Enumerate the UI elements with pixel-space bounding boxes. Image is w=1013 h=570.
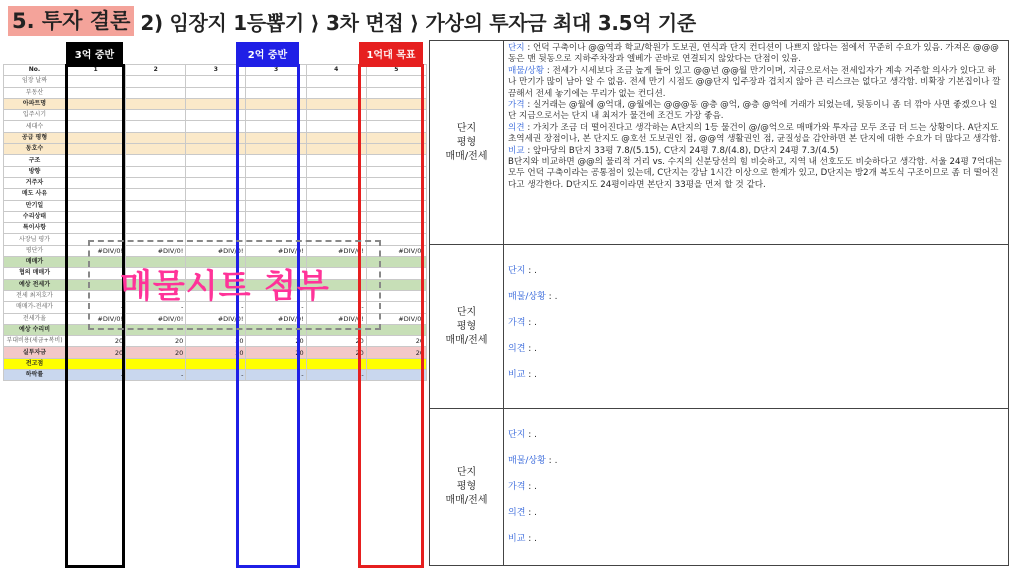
grid-row: [4, 200, 427, 211]
grid-row-label: 세대수: [4, 121, 66, 132]
label-danji: 단지: [456, 122, 477, 134]
grid-cell[interactable]: [186, 76, 246, 87]
grid-cell[interactable]: [366, 177, 426, 188]
grid-row-label: 전세 최저호가: [4, 290, 66, 301]
grid-cell[interactable]: #DIV/0!: [306, 245, 366, 256]
grid-cell[interactable]: [246, 358, 306, 369]
grid-header-col: 4: [306, 65, 366, 76]
grid-cell[interactable]: [246, 200, 306, 211]
note-text: : 가치가 조금 더 떨어진다고 생각하는 A단지의 1등 물건이 @/@억으로 매매가와 투자금 모두 조금 더 드는 상황이다. A단지도 초역세권 장점이나, 본 단지도 @호선 도보권인 점, @@역 생활권인 점, 균질성을 감안하면 본 단지에 대한 수요가 더 많다고 생각함.: [508, 122, 1001, 145]
grid-row-label: 임장 날짜: [4, 76, 66, 87]
grid-cell[interactable]: 20: [186, 336, 246, 347]
blank-note-suffix: : .: [525, 370, 538, 380]
grid-cell[interactable]: [186, 166, 246, 177]
grid-row-label: 실투자금: [4, 347, 66, 358]
grid-row: [4, 166, 427, 177]
grid-cell[interactable]: #DIV/0!: [246, 313, 306, 324]
grid-row-label: 매매가: [4, 257, 66, 268]
grid-cell[interactable]: -: [366, 370, 426, 381]
grid-row-label: 공급 평형: [4, 132, 66, 143]
grid-row: [4, 155, 427, 166]
grid-cell[interactable]: [366, 189, 426, 200]
grid-cell[interactable]: [366, 200, 426, 211]
grid-cell[interactable]: #DIV/0!: [366, 245, 426, 256]
note-paragraph: [508, 66, 1002, 100]
note-key: 단지: [508, 43, 525, 53]
blank-note-suffix: : .: [545, 456, 558, 466]
grid-cell[interactable]: #DIV/0!: [366, 313, 426, 324]
grid-cell[interactable]: [66, 358, 126, 369]
grid-cell[interactable]: [306, 200, 366, 211]
grid-cell[interactable]: -: [186, 302, 246, 313]
grid-cell[interactable]: [306, 166, 366, 177]
grid-cell[interactable]: [66, 98, 126, 109]
label-pyeong: 평형: [456, 136, 477, 148]
grid-cell[interactable]: [246, 132, 306, 143]
grid-header-col: 2: [126, 65, 186, 76]
grid-cell[interactable]: [126, 87, 186, 98]
grid-cell[interactable]: [66, 200, 126, 211]
blank-note-item[interactable]: [508, 531, 537, 544]
comparison-grid: [3, 64, 427, 381]
grid-row-label: 예상 전세가: [4, 279, 66, 290]
grid-cell[interactable]: [306, 144, 366, 155]
grid-cell[interactable]: -: [366, 302, 426, 313]
label-pyeong: 평형: [456, 481, 477, 492]
grid-row: [4, 110, 427, 121]
grid-cell[interactable]: -: [246, 370, 306, 381]
grid-cell[interactable]: [366, 155, 426, 166]
grid-cell[interactable]: [246, 177, 306, 188]
grid-cell[interactable]: #DIV/0!: [246, 245, 306, 256]
grid-row-label: 전고점: [4, 358, 66, 369]
grid-row: [4, 144, 427, 155]
grid-cell[interactable]: #DIV/0!: [66, 245, 126, 256]
blank-note-suffix: : .: [525, 344, 538, 354]
grid-cell[interactable]: [126, 223, 186, 234]
grid-cell[interactable]: 20: [366, 336, 426, 347]
grid-cell[interactable]: [66, 87, 126, 98]
notes-row-1-body: [508, 43, 1002, 191]
label-danji: 단지: [456, 467, 477, 478]
note-key: 의견: [508, 122, 525, 133]
blank-note-item[interactable]: [508, 341, 537, 354]
grid-row: [4, 358, 427, 369]
grid-cell[interactable]: 20: [186, 347, 246, 358]
note-paragraph: [508, 43, 1002, 66]
grid-row-label: 만기일: [4, 200, 66, 211]
grid-cell[interactable]: 20: [246, 336, 306, 347]
grid-cell[interactable]: #DIV/0!: [126, 313, 186, 324]
note-text: B단지와 비교하면 @@의 물리적 거리 vs. 수지의 신분당선의 힘 비슷하고, 지역 내 선호도도 비슷하다고 생각함. 서울 24평 7억대는 모두 언덕 구축이라는 공통점이 있는데, C단지는 강남 1시간 이상으로 한계가 있고, D단지는 방2개 복도식 구조이므로 좀 더 떨어진다고 생각한다. D단지도 24평이라면 본단지 33평을 먼저 할 것 같다.: [508, 157, 1002, 190]
grid-header-col: 3: [246, 65, 306, 76]
grid-header-row: [4, 65, 427, 76]
grid-cell[interactable]: 20: [306, 347, 366, 358]
grid-cell[interactable]: -: [126, 302, 186, 313]
grid-cell[interactable]: #DIV/0!: [306, 313, 366, 324]
note-key: 매물/상황: [508, 65, 545, 76]
note-key: 가격: [508, 100, 525, 111]
group-headers: [3, 42, 427, 64]
grid-header-col: 3: [186, 65, 246, 76]
blank-note-item[interactable]: [508, 367, 537, 380]
grid-cell[interactable]: [246, 110, 306, 121]
grid-row-label: 입주시기: [4, 110, 66, 121]
notes-row-2-body: [508, 245, 1002, 409]
grid-cell[interactable]: [66, 76, 126, 87]
grid-cell[interactable]: [186, 177, 246, 188]
grid-cell[interactable]: 20: [366, 347, 426, 358]
grid-cell[interactable]: [366, 132, 426, 143]
grid-header-no: No.: [4, 65, 66, 76]
title-section-number: 5. 투자 결론: [8, 6, 134, 36]
grid-cell[interactable]: [186, 189, 246, 200]
notes-row-2: [430, 245, 1008, 409]
grid-cell[interactable]: [366, 121, 426, 132]
blank-note-suffix: : .: [525, 534, 538, 544]
note-key: 비교: [508, 145, 525, 156]
label-trade: 매매/전세: [445, 334, 488, 346]
grid-cell[interactable]: [126, 189, 186, 200]
grid-cell[interactable]: [126, 166, 186, 177]
grid-cell[interactable]: 20: [66, 347, 126, 358]
group-header-1-target: 1억대 목표: [359, 42, 423, 64]
grid-cell[interactable]: [246, 155, 306, 166]
grid-cell[interactable]: [186, 87, 246, 98]
grid-cell[interactable]: [126, 200, 186, 211]
grid-cell[interactable]: [366, 76, 426, 87]
blank-note-item[interactable]: [508, 315, 537, 328]
blank-note-item[interactable]: [508, 479, 537, 492]
label-pyeong: 평형: [456, 320, 477, 332]
grid-cell[interactable]: [246, 76, 306, 87]
grid-cell[interactable]: -: [186, 370, 246, 381]
grid-cell[interactable]: [66, 132, 126, 143]
grid-row-label: 전세가율: [4, 313, 66, 324]
blank-note-key: 의견: [508, 344, 526, 354]
grid-cell[interactable]: -: [66, 370, 126, 381]
grid-cell[interactable]: [66, 144, 126, 155]
note-text: : 앞마당의 B단지 33평 7.8/(5.15), C단지 24평 7.8/(4.8), D단지 24평 7.3/(4.5): [524, 145, 839, 156]
grid-cell[interactable]: [186, 121, 246, 132]
label-trade: 매매/전세: [445, 495, 488, 506]
grid-cell[interactable]: 20: [306, 336, 366, 347]
notes-row-3-body: [508, 409, 1002, 565]
slide-title: [8, 6, 696, 36]
blank-note-key: 의견: [508, 508, 526, 518]
grid-cell[interactable]: [366, 211, 426, 222]
grid-cell[interactable]: [306, 87, 366, 98]
grid-cell[interactable]: [186, 358, 246, 369]
grid-cell[interactable]: [366, 110, 426, 121]
grid-cell[interactable]: [366, 223, 426, 234]
grid-row: [4, 98, 427, 109]
grid-cell[interactable]: [126, 144, 186, 155]
grid-cell[interactable]: [66, 166, 126, 177]
grid-cell[interactable]: [306, 121, 366, 132]
grid-cell[interactable]: [186, 110, 246, 121]
grid-row-label: 거주자: [4, 177, 66, 188]
grid-cell[interactable]: [306, 223, 366, 234]
label-trade: 매매/전세: [445, 150, 488, 162]
grid-row-label: 부대비용(세금+복비): [4, 336, 66, 347]
grid-cell[interactable]: [186, 155, 246, 166]
title-text: 2) 임장지 1등뽑기 ⟩ 3차 면접 ⟩ 가상의 투자금 최대 3.5억 기준: [140, 10, 696, 35]
label-danji: 단지: [456, 306, 477, 318]
grid-cell[interactable]: -: [306, 370, 366, 381]
grid-cell[interactable]: [126, 132, 186, 143]
grid-row-label: 부동산: [4, 87, 66, 98]
grid-header-col: 5: [366, 65, 426, 76]
grid-cell[interactable]: [246, 87, 306, 98]
grid-cell[interactable]: -: [126, 370, 186, 381]
grid-cell[interactable]: [366, 358, 426, 369]
grid-cell[interactable]: [246, 223, 306, 234]
grid-cell[interactable]: [366, 98, 426, 109]
blank-note-key: 비교: [508, 534, 526, 544]
blank-note-item[interactable]: [508, 505, 537, 518]
grid-cell[interactable]: 20: [246, 347, 306, 358]
grid-cell[interactable]: [246, 98, 306, 109]
grid-cell[interactable]: #DIV/0!: [126, 245, 186, 256]
grid-cell[interactable]: [366, 166, 426, 177]
grid-cell[interactable]: [66, 189, 126, 200]
grid-cell[interactable]: [126, 177, 186, 188]
grid-cell[interactable]: [66, 223, 126, 234]
grid-cell[interactable]: [306, 358, 366, 369]
grid-cell[interactable]: [246, 166, 306, 177]
grid-cell[interactable]: -: [306, 302, 366, 313]
grid-cell[interactable]: [186, 223, 246, 234]
grid-row-label: 수리상태: [4, 211, 66, 222]
grid-row: [4, 370, 427, 381]
grid-row: [4, 189, 427, 200]
blank-note-suffix: : .: [525, 508, 538, 518]
grid-cell[interactable]: [66, 121, 126, 132]
note-paragraph: [508, 146, 1002, 157]
grid-cell[interactable]: [186, 98, 246, 109]
grid-cell[interactable]: [306, 177, 366, 188]
grid-row: [4, 211, 427, 222]
blank-note-suffix: : .: [525, 318, 538, 328]
blank-note-key: 가격: [508, 318, 526, 328]
grid-cell[interactable]: [66, 110, 126, 121]
grid-cell[interactable]: #DIV/0!: [66, 313, 126, 324]
grid-row-label: 예상 수리비: [4, 324, 66, 335]
grid-cell[interactable]: 20: [66, 336, 126, 347]
note-text: : 실거래는 @월에 @억대, @월에는 @@@동 @층 @억, @층 @억에 거래가 되었는데, 뒷동이니 좀 더 깎아 사면 좋겠으나 일단 지금으로서는 단지 내 최저가 물건에 조건도 가장 좋음.: [508, 100, 998, 122]
grid-row-label: 하락률: [4, 370, 66, 381]
group-header-3-mid: 3억 중반: [66, 42, 123, 64]
grid-row-label: 협의 매매가: [4, 268, 66, 279]
grid-cell[interactable]: [126, 358, 186, 369]
blank-note-item[interactable]: [508, 263, 537, 276]
blank-note-item[interactable]: [508, 453, 557, 466]
grid-row: [4, 76, 427, 87]
grid-row: [4, 87, 427, 98]
grid-cell[interactable]: [246, 211, 306, 222]
blank-note-suffix: : .: [525, 482, 538, 492]
grid-cell[interactable]: [366, 144, 426, 155]
grid-cell[interactable]: [306, 98, 366, 109]
blank-note-item[interactable]: [508, 289, 557, 302]
grid-cell[interactable]: 20: [126, 347, 186, 358]
grid-cell[interactable]: [66, 211, 126, 222]
blank-note-key: 매물/상황: [508, 292, 546, 302]
grid-cell[interactable]: [66, 177, 126, 188]
grid-cell[interactable]: [306, 189, 366, 200]
blank-note-key: 비교: [508, 370, 526, 380]
grid-row-label: 평단가: [4, 245, 66, 256]
blank-note-item[interactable]: [508, 427, 537, 440]
grid-cell[interactable]: [126, 76, 186, 87]
grid-cell[interactable]: [126, 211, 186, 222]
grid-cell[interactable]: [186, 144, 246, 155]
blank-note-suffix: : .: [545, 292, 558, 302]
grid-row: [4, 177, 427, 188]
note-paragraph: [508, 123, 1002, 146]
blank-note-key: 단지: [508, 266, 526, 276]
grid-cell[interactable]: [246, 189, 306, 200]
blank-note-key: 가격: [508, 482, 526, 492]
grid-cell[interactable]: [186, 200, 246, 211]
grid-cell[interactable]: #DIV/0!: [186, 245, 246, 256]
notes-row-3: [430, 409, 1008, 565]
grid-cell[interactable]: [186, 211, 246, 222]
grid-row: [4, 347, 427, 358]
grid-cell[interactable]: 20: [126, 336, 186, 347]
grid-cell[interactable]: [126, 121, 186, 132]
blank-note-suffix: : .: [525, 430, 538, 440]
grid-row-label: 구조: [4, 155, 66, 166]
grid-row: [4, 336, 427, 347]
grid-row-label: 매매가-전세가: [4, 302, 66, 313]
attachment-placeholder-label: 매물시트 첨부: [120, 266, 330, 305]
note-text: : 전세가 시세보다 조금 높게 들어 있고 @@년 @@월 만기이며, 지금으로서는 전세입자가 계속 거주할 의사가 있다고 하나 만기가 많이 남아 알 수 없음. 전세 만기 시점도 @@단지 입주장과 겹치지 않아 큰 리스크는 없다고 생각함. 비확장 기본집이나 깔끔해서 전세 놓기에는 무리가 없는 컨디션.: [508, 65, 1001, 99]
notes-row-3-label: [430, 409, 504, 565]
grid-cell[interactable]: [126, 155, 186, 166]
grid-cell[interactable]: [306, 110, 366, 121]
notes-row-1-label: [430, 41, 504, 244]
grid-row-label: 방향: [4, 166, 66, 177]
grid-cell[interactable]: [306, 211, 366, 222]
grid-cell[interactable]: [66, 155, 126, 166]
note-paragraph: [508, 100, 1002, 123]
blank-note-key: 매물/상황: [508, 456, 546, 466]
grid-cell[interactable]: [126, 98, 186, 109]
blank-note-suffix: : .: [525, 266, 538, 276]
grid-row-label: 아파트명: [4, 98, 66, 109]
grid-cell[interactable]: [186, 132, 246, 143]
grid-cell[interactable]: -: [66, 302, 126, 313]
blank-note-key: 단지: [508, 430, 526, 440]
grid-cell[interactable]: [306, 132, 366, 143]
grid-row: [4, 121, 427, 132]
grid-row: [4, 223, 427, 234]
note-paragraph: [508, 157, 1002, 191]
grid-cell[interactable]: -: [246, 302, 306, 313]
grid-row-label: 사장님 평가: [4, 234, 66, 245]
grid-cell[interactable]: [246, 121, 306, 132]
notes-row-1: [430, 41, 1008, 245]
grid-row-label: 특이사항: [4, 223, 66, 234]
grid-cell[interactable]: [246, 144, 306, 155]
grid-row-label: 동호수: [4, 144, 66, 155]
grid-row-label: 매도 사유: [4, 189, 66, 200]
notes-row-2-label: [430, 245, 504, 408]
grid-row: [4, 132, 427, 143]
grid-cell[interactable]: [306, 76, 366, 87]
grid-header-col: 1: [66, 65, 126, 76]
group-header-2-mid: 2억 중반: [236, 42, 299, 64]
grid-cell[interactable]: #DIV/0!: [186, 313, 246, 324]
grid-cell[interactable]: [366, 87, 426, 98]
grid-cell[interactable]: [126, 110, 186, 121]
comparison-notes-table: [429, 40, 1009, 566]
note-text: : 언덕 구축이나 @@역과 학교/학원가 도보권, 연식과 단지 컨디션이 나쁘지 않다는 점에서 꾸준히 수요가 있음. 가져온 @@@동은 맨 뒷동으로 지하주차장과 엘베가 곧바로 연결되지 않았다는 단점이 있음.: [508, 43, 999, 65]
grid-cell[interactable]: [306, 155, 366, 166]
